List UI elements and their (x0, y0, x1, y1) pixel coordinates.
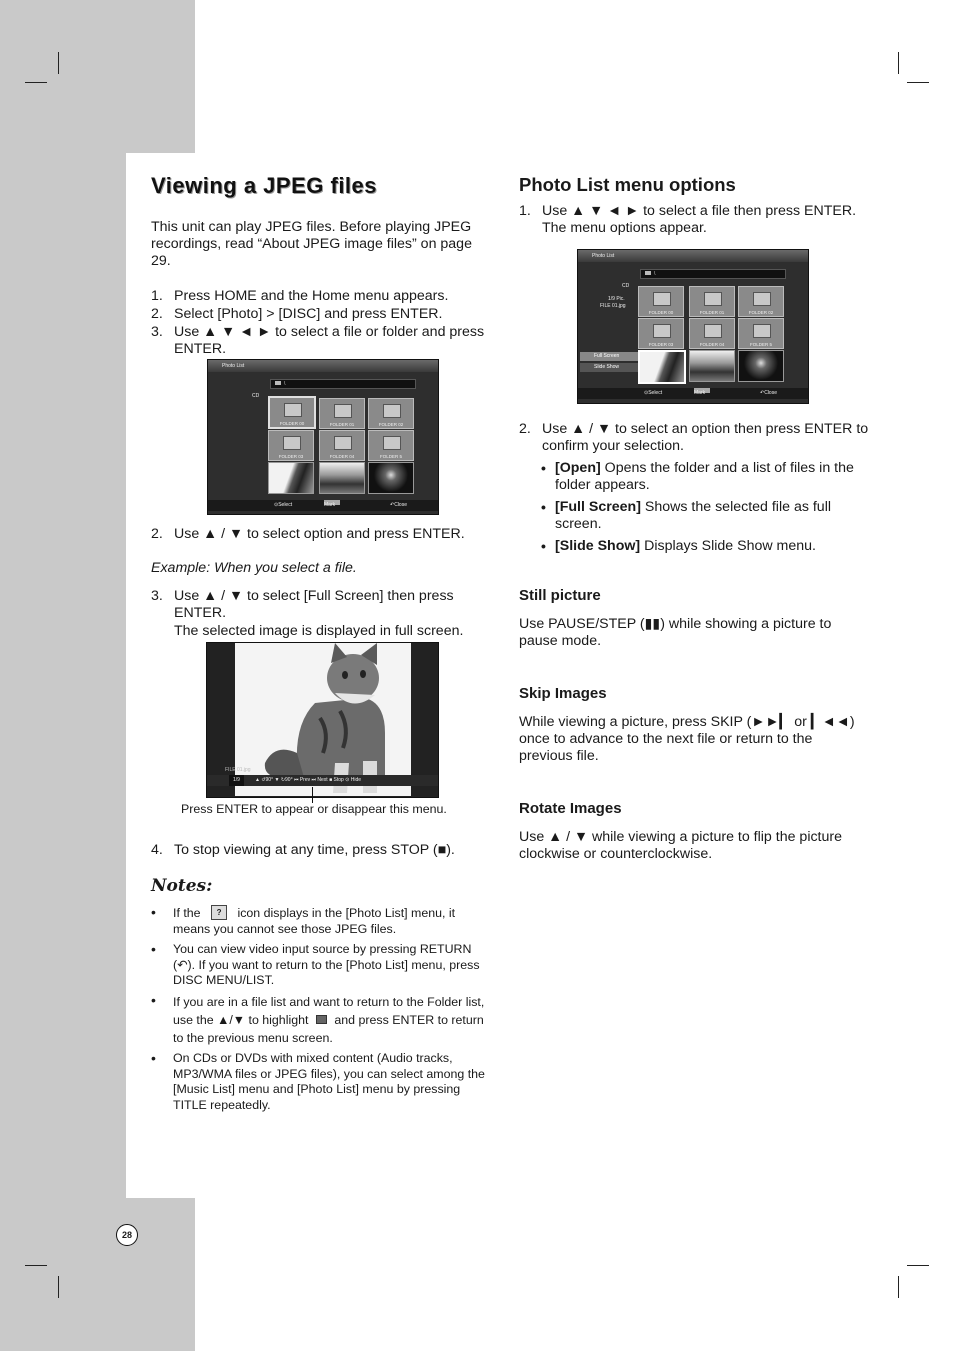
folder-tile: FOLDER 03 (638, 318, 684, 349)
folder-icon (334, 436, 352, 450)
margin-bar-top (0, 0, 195, 153)
option-open: • [Open] Opens the folder and a list of files in the folder appears. (541, 460, 854, 493)
folder-icon (653, 324, 671, 338)
folder-tile: FOLDER 01 (689, 286, 735, 317)
section-title-still: Still picture (519, 587, 601, 604)
notes-heading: Notes: (151, 876, 213, 896)
folder-icon (704, 292, 722, 306)
skip-text: While viewing a picture, press SKIP (►►▎ or ▎◄◄) once to advance to the next file or return to the previous file. (519, 714, 855, 764)
screen-file: FILE 01.jpg (600, 303, 626, 309)
cat-illustration (235, 643, 411, 796)
crop-mark (898, 52, 899, 74)
cat-photo (235, 643, 411, 796)
note-item: • If the ? icon displays in the [Photo List] menu, it means you cannot see those JPEG files. (151, 904, 456, 936)
page-number: 28 (116, 1224, 138, 1246)
option-slide-show: • [Slide Show] Displays Slide Show menu. (541, 538, 816, 554)
screen-footer: ⊙ Select Mark ↶ Close (578, 388, 808, 399)
question-icon: ? (211, 905, 227, 920)
file-name-overlay: FILE 01.jpg (225, 767, 251, 773)
folder-tile: FOLDER 03 (268, 430, 314, 461)
folder-up-icon (316, 1015, 327, 1024)
fullscreen-screenshot (206, 642, 439, 798)
still-text: Use PAUSE/STEP (▮▮) while showing a picture to pause mode. (519, 616, 832, 649)
screen-title: Photo List (578, 250, 808, 262)
folder-icon (383, 436, 401, 450)
folder-tile: FOLDER 02 (738, 286, 784, 317)
folder-icon (645, 271, 651, 275)
rotate-text: Use ▲ / ▼ while viewing a picture to flip the picture clockwise or counterclockwise. (519, 829, 843, 862)
note-item: • You can view video input source by pressing RETURN (↶). If you want to return to the [Photo List] menu, press DISC MENU/LIST. (151, 941, 480, 987)
section-title-skip: Skip Images (519, 685, 607, 702)
crop-mark (907, 1265, 929, 1266)
photo-thumbnail (268, 462, 314, 494)
folder-tile: FOLDER 00 (268, 396, 316, 429)
crop-mark (58, 52, 59, 74)
folder-tile: FOLDER 04 (319, 430, 365, 461)
crop-mark (25, 82, 47, 83)
photo-thumbnail (319, 462, 365, 494)
margin-bar-left (0, 153, 126, 1198)
folder-icon (753, 324, 771, 338)
photo-thumbnail (738, 350, 784, 382)
photo-thumbnail (368, 462, 414, 494)
menu-option-full-screen: Full Screen (580, 352, 644, 361)
folder-tile: FOLDER 04 (689, 318, 735, 349)
fullscreen-control-bar (207, 775, 438, 786)
folder-tile: FOLDER 5 (368, 430, 414, 461)
folder-icon (383, 404, 401, 418)
photo-list-screenshot (207, 359, 439, 515)
folder-icon (653, 292, 671, 306)
menu-option-slide-show: Slide Show (580, 363, 644, 372)
crop-mark (58, 1276, 59, 1298)
screen-source: CD (252, 393, 260, 399)
image-counter: 1/9 (229, 775, 244, 786)
intro-text: This unit can play JPEG files. Before playing JPEG recordings, read “About JPEG image files” on page 29. (151, 219, 472, 269)
folder-tile: FOLDER 01 (319, 398, 365, 429)
option-full-screen: • [Full Screen] Shows the selected file as full screen. (541, 499, 832, 532)
photo-thumbnail (689, 350, 735, 382)
screen-footer: ⊙ Select Mark ↶ Close (208, 500, 438, 511)
playback-controls: ▲ ↺90° ▼ ↻90° ⏮ Prev ⏭ Next ■ Stop ⊙ Hide (255, 777, 362, 783)
section-title-rotate: Rotate Images (519, 800, 622, 817)
note-item: • On CDs or DVDs with mixed content (Audio tracks, MP3/WMA files or JPEG files), you can select among the [Music List] menu and [Photo List] menu by pressing TITLE repeatedly. (151, 1050, 485, 1112)
crop-mark (25, 1265, 47, 1266)
caption-pointer (312, 787, 313, 803)
note-item: • If you are in a file list and want to return to the Folder list, use the ▲/▼ to highlight and press ENTER to return to the previous menu screen. (151, 992, 485, 1045)
folder-icon (334, 404, 352, 418)
folder-icon (284, 403, 302, 417)
screen-source: CD (622, 283, 630, 289)
example-text: Example: When you select a file. (151, 560, 357, 576)
folder-icon (704, 324, 722, 338)
margin-bar-bottom (0, 1198, 195, 1351)
folder-tile: FOLDER 02 (368, 398, 414, 429)
crop-mark (907, 82, 929, 83)
screen-title: Photo List (208, 360, 438, 372)
caption-text: Press ENTER to appear or disappear this menu. (181, 802, 447, 816)
folder-tile: FOLDER 5 (738, 318, 784, 349)
page-title: Viewing a JPEG files (151, 173, 378, 198)
folder-tile: FOLDER 00 (638, 286, 684, 317)
screen-path: \ (640, 269, 786, 279)
folder-icon (753, 292, 771, 306)
section-title-photo-list: Photo List menu options (519, 174, 736, 195)
folder-icon (275, 381, 281, 385)
folder-icon (283, 436, 301, 450)
photo-thumbnail (638, 350, 686, 384)
crop-mark (898, 1276, 899, 1298)
screen-path: \ (270, 379, 416, 389)
photo-list-menu-screenshot (577, 249, 809, 404)
screen-info: 1/9 Pic. (608, 296, 625, 302)
